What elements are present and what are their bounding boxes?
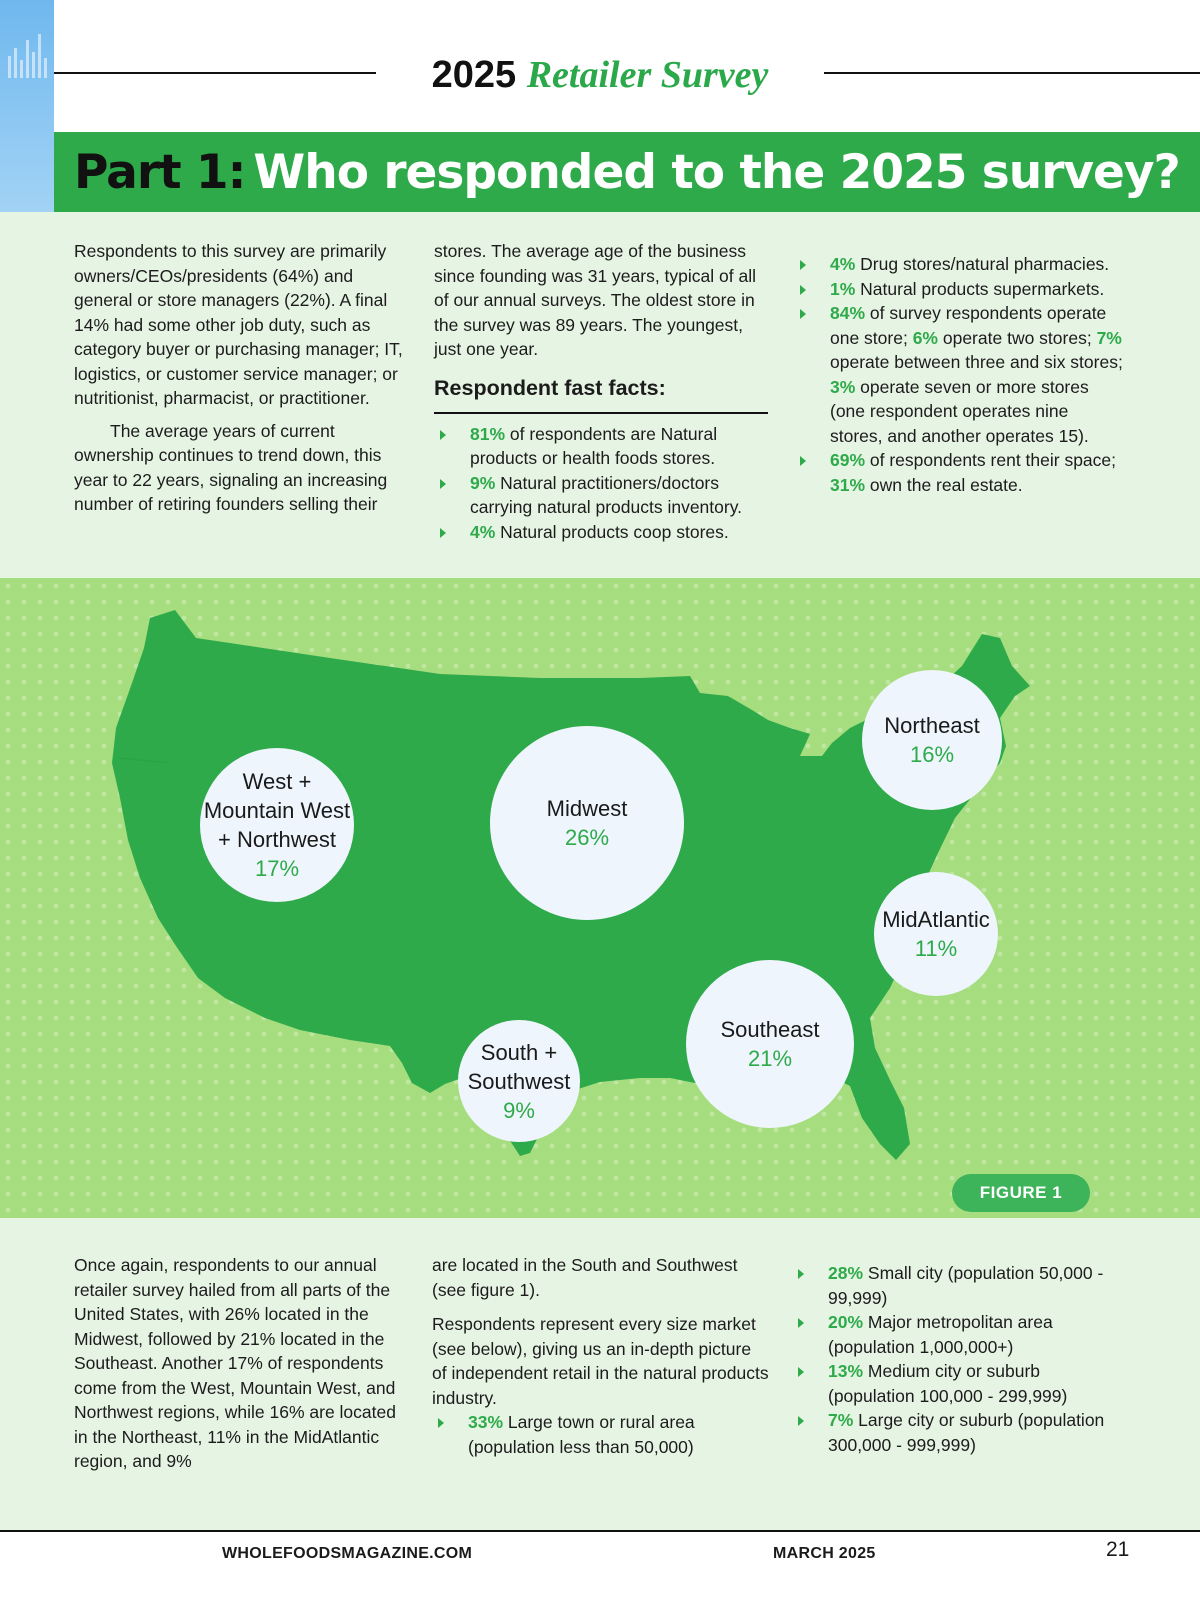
- market-size-list: [432, 1410, 770, 1459]
- list-item: 13% Medium city or suburb (population 100,000 - 299,999): [792, 1359, 1128, 1408]
- body-column-3: [792, 1261, 1128, 1457]
- bullet-arrow-icon: [800, 456, 806, 466]
- region-percent: 16%: [909, 742, 955, 767]
- intro-paragraph: stores. The average age of the business since founding was 31 years, typical of all of our annual surveys. The oldest store in the survey was 89 years. The youngest, just one year.: [434, 241, 756, 359]
- header-year: 2025: [431, 54, 517, 96]
- region-bubble-northeast: Northeast 16%: [862, 670, 1002, 810]
- part-banner: [54, 132, 1200, 212]
- bullet-arrow-icon: [798, 1269, 804, 1279]
- footer-website: WHOLEFOODSMAGAZINE.COM: [222, 1545, 473, 1562]
- bullet-arrow-icon: [798, 1367, 804, 1377]
- list-item: 20% Major metropolitan area (population 1,000,000+): [792, 1310, 1128, 1359]
- market-size-list-continued: [792, 1261, 1128, 1457]
- header-rule-right: [824, 72, 1200, 74]
- region-percent: 9%: [503, 1097, 535, 1123]
- us-regions-map-figure: [0, 578, 1200, 1218]
- bullet-arrow-icon: [798, 1318, 804, 1328]
- intro-paragraph: The average years of current ownership continues to trend down, this year to 22 years, signaling an increasing number of retiring founders selling their: [74, 420, 388, 514]
- footer-issue-date: MARCH 2025: [773, 1545, 876, 1562]
- section-header: [376, 50, 824, 100]
- body-column-1: [74, 1253, 410, 1474]
- intro-section: [0, 212, 1200, 578]
- bullet-arrow-icon: [440, 528, 446, 538]
- list-item: 9% Natural practitioners/doctors carrying natural products inventory.: [434, 471, 768, 520]
- fast-facts-heading: Respondent fast facts:: [434, 374, 768, 414]
- header-title: Retailer Survey: [526, 54, 769, 96]
- intro-column-2: [434, 239, 768, 544]
- list-item: 7% Large city or suburb (population 300,000 - 999,999): [792, 1408, 1128, 1457]
- region-bubble-west: West + Mountain West + Northwest 17%: [200, 748, 354, 902]
- region-bubble-midatlantic: MidAtlantic 11%: [874, 872, 998, 996]
- list-item: 1% Natural products supermarkets.: [794, 277, 1124, 302]
- intro-paragraph: Respondents to this survey are primarily owners/CEOs/presidents (64%) and general or store managers (22%). A final 14% had some other job duty, such as category buyer or purchasing manager; IT, logistics, or customer service manager; or nutritionist, pharmacist, or practitioner.: [74, 241, 403, 408]
- list-item: 81% of respondents are Natural products or health foods stores.: [434, 422, 768, 471]
- list-item: 69% of respondents rent their space; 31% own the real estate.: [794, 448, 1124, 497]
- banner-part-label: Part 1:: [74, 144, 246, 200]
- bullet-arrow-icon: [438, 1418, 444, 1428]
- list-item: 28% Small city (population 50,000 - 99,999): [792, 1261, 1128, 1310]
- fast-facts-list: [434, 422, 768, 545]
- intro-column-1: [74, 239, 410, 517]
- list-item: 4% Drug stores/natural pharmacies.: [794, 252, 1124, 277]
- region-bubble-south: South + Southwest 9%: [458, 1020, 580, 1142]
- header-rule-left: [54, 72, 376, 74]
- list-item: 84% of survey respondents operate one store; 6% operate two stores; 7% operate between three and six stores; 3% operate seven or more stores (one respondent operates nine stores, and another operates 15).: [794, 301, 1124, 448]
- bullet-arrow-icon: [800, 285, 806, 295]
- region-percent: 26%: [564, 825, 610, 850]
- body-paragraph: Once again, respondents to our annual retailer survey hailed from all parts of the United States, with 26% located in the Midwest, followed by 21% located in the Southeast. Another 17% of respondents come from the West, Mountain West, and Northwest regions, while 16% are located in the Northeast, 11% in the MidAtlantic region, and 9%: [74, 1255, 396, 1471]
- regions-text-section: [0, 1218, 1200, 1530]
- figure-label: FIGURE 1: [952, 1174, 1090, 1212]
- bullet-arrow-icon: [440, 479, 446, 489]
- bar-graphic-icon: [6, 30, 48, 78]
- list-item: 33% Large town or rural area (population less than 50,000): [432, 1410, 770, 1459]
- body-column-2: [432, 1253, 770, 1459]
- fast-facts-list-continued: [794, 252, 1124, 497]
- banner-question: Who responded to the 2025 survey?: [253, 144, 1180, 200]
- region-percent: 17%: [254, 856, 300, 881]
- region-percent: 21%: [747, 1046, 793, 1071]
- bullet-arrow-icon: [440, 430, 446, 440]
- region-bubble-southeast: Southeast 21%: [686, 960, 854, 1128]
- region-bubble-midwest: Midwest 26%: [490, 726, 684, 920]
- body-paragraph: Respondents represent every size market (see below), giving us an in-depth picture of independent retail in the natural products industry.: [432, 1314, 769, 1408]
- footer-rule: [0, 1530, 1200, 1532]
- region-percent: 11%: [914, 936, 958, 961]
- bullet-arrow-icon: [800, 260, 806, 270]
- bullet-arrow-icon: [798, 1416, 804, 1426]
- intro-column-3: [794, 252, 1124, 497]
- list-item: 4% Natural products coop stores.: [434, 520, 768, 545]
- page-number: 21: [1106, 1538, 1130, 1561]
- bullet-arrow-icon: [800, 309, 806, 319]
- body-paragraph: are located in the South and Southwest (see figure 1).: [432, 1255, 738, 1300]
